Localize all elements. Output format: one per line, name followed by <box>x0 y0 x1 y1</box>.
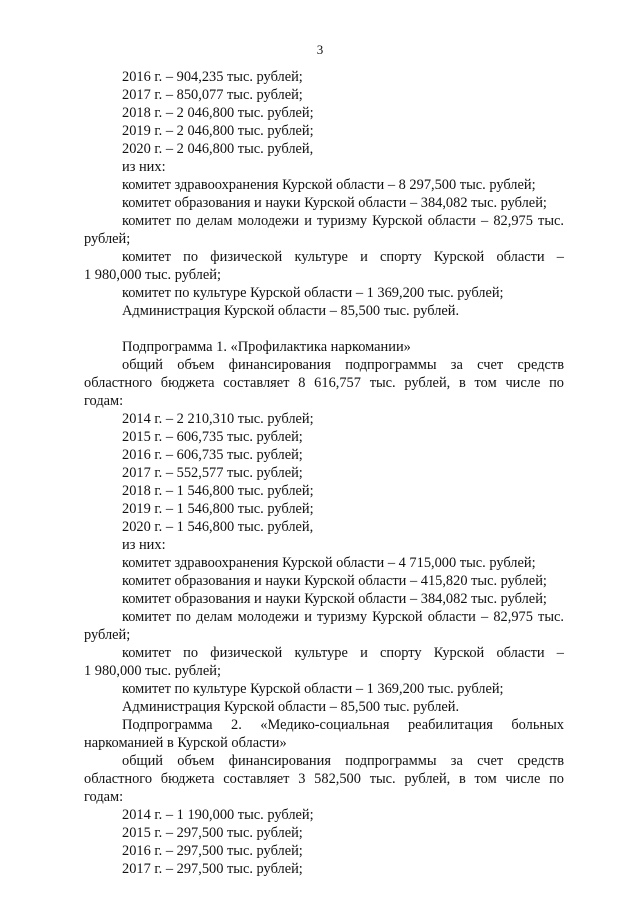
committee-health: комитет здравоохранения Курской области – 8 297,500 тыс. рублей; <box>122 177 536 193</box>
funding-year-2019: 2019 г. – 2 046,800 тыс. рублей; <box>122 123 314 139</box>
sp2-year-2015: 2015 г. – 297,500 тыс. рублей; <box>122 825 303 841</box>
sp1-year-2020: 2020 г. – 1 546,800 тыс. рублей, <box>122 519 314 535</box>
funding-year-2017: 2017 г. – 850,077 тыс. рублей; <box>122 87 303 103</box>
subprogram-2-total-line2: областного бюджета составляет 3 582,500 тыс. рублей, в том числе по <box>84 771 564 787</box>
committee-education: комитет образования и науки Курской области – 384,082 тыс. рублей; <box>122 195 547 211</box>
subprogram-1-total-line1: общий объем финансирования подпрограммы за счет средств <box>122 357 564 373</box>
subprogram-2-total-line1: общий объем финансирования подпрограммы за счет средств <box>122 753 564 769</box>
committee-sport: комитет по физической культуре и спорту Курской области – <box>122 249 564 265</box>
committee-youth-cont: рублей; <box>84 231 131 247</box>
subprogram-2-title-cont: наркоманией в Курской области» <box>84 735 287 751</box>
subprogram-2-title: Подпрограмма 2. «Медико-социальная реабилитация больных <box>122 717 564 733</box>
sp1-year-2019: 2019 г. – 1 546,800 тыс. рублей; <box>122 501 314 517</box>
funding-year-2018: 2018 г. – 2 046,800 тыс. рублей; <box>122 105 314 121</box>
sp1-administration: Администрация Курской области – 85,500 тыс. рублей. <box>122 699 460 715</box>
sp1-committee-education-1: комитет образования и науки Курской области – 415,820 тыс. рублей; <box>122 573 547 589</box>
sp1-year-2017: 2017 г. – 552,577 тыс. рублей; <box>122 465 303 481</box>
subprogram-1-title: Подпрограмма 1. «Профилактика наркомании» <box>122 339 411 355</box>
subprogram-1-total-line2: областного бюджета составляет 8 616,757 тыс. рублей, в том числе по <box>84 375 564 391</box>
sp2-year-2017: 2017 г. – 297,500 тыс. рублей; <box>122 861 303 877</box>
funding-year-2016: 2016 г. – 904,235 тыс. рублей; <box>122 69 303 85</box>
sp1-committee-youth-cont: рублей; <box>84 627 131 643</box>
sp1-year-2014: 2014 г. – 2 210,310 тыс. рублей; <box>122 411 314 427</box>
sp1-committee-culture: комитет по культуре Курской области – 1 369,200 тыс. рублей; <box>122 681 504 697</box>
sp1-committee-education-2: комитет образования и науки Курской области – 384,082 тыс. рублей; <box>122 591 547 607</box>
sp1-year-2016: 2016 г. – 606,735 тыс. рублей; <box>122 447 303 463</box>
subprogram-2-total-line3: годам: <box>84 789 124 805</box>
sp1-committee-sport: комитет по физической культуре и спорту Курской области – <box>122 645 564 661</box>
sp2-year-2016: 2016 г. – 297,500 тыс. рублей; <box>122 843 303 859</box>
page-number: 3 <box>316 42 324 57</box>
sp1-year-2018: 2018 г. – 1 546,800 тыс. рублей; <box>122 483 314 499</box>
document-body <box>84 68 564 878</box>
sp2-year-2014: 2014 г. – 1 190,000 тыс. рублей; <box>122 807 314 823</box>
sp1-of-which-label: из них: <box>122 537 166 553</box>
funding-year-2020: 2020 г. – 2 046,800 тыс. рублей, <box>122 141 314 157</box>
administration: Администрация Курской области – 85,500 тыс. рублей. <box>122 303 460 319</box>
sp1-committee-youth: комитет по делам молодежи и туризму Курской области – 82,975 тыс. <box>122 609 564 625</box>
sp1-year-2015: 2015 г. – 606,735 тыс. рублей; <box>122 429 303 445</box>
sp1-committee-sport-cont: 1 980,000 тыс. рублей; <box>84 663 221 679</box>
committee-sport-cont: 1 980,000 тыс. рублей; <box>84 267 221 283</box>
sp1-committee-health: комитет здравоохранения Курской области – 4 715,000 тыс. рублей; <box>122 555 536 571</box>
of-which-label: из них: <box>122 159 166 175</box>
committee-culture: комитет по культуре Курской области – 1 369,200 тыс. рублей; <box>122 285 504 301</box>
subprogram-1-total-line3: годам: <box>84 393 124 409</box>
committee-youth: комитет по делам молодежи и туризму Курской области – 82,975 тыс. <box>122 213 564 229</box>
